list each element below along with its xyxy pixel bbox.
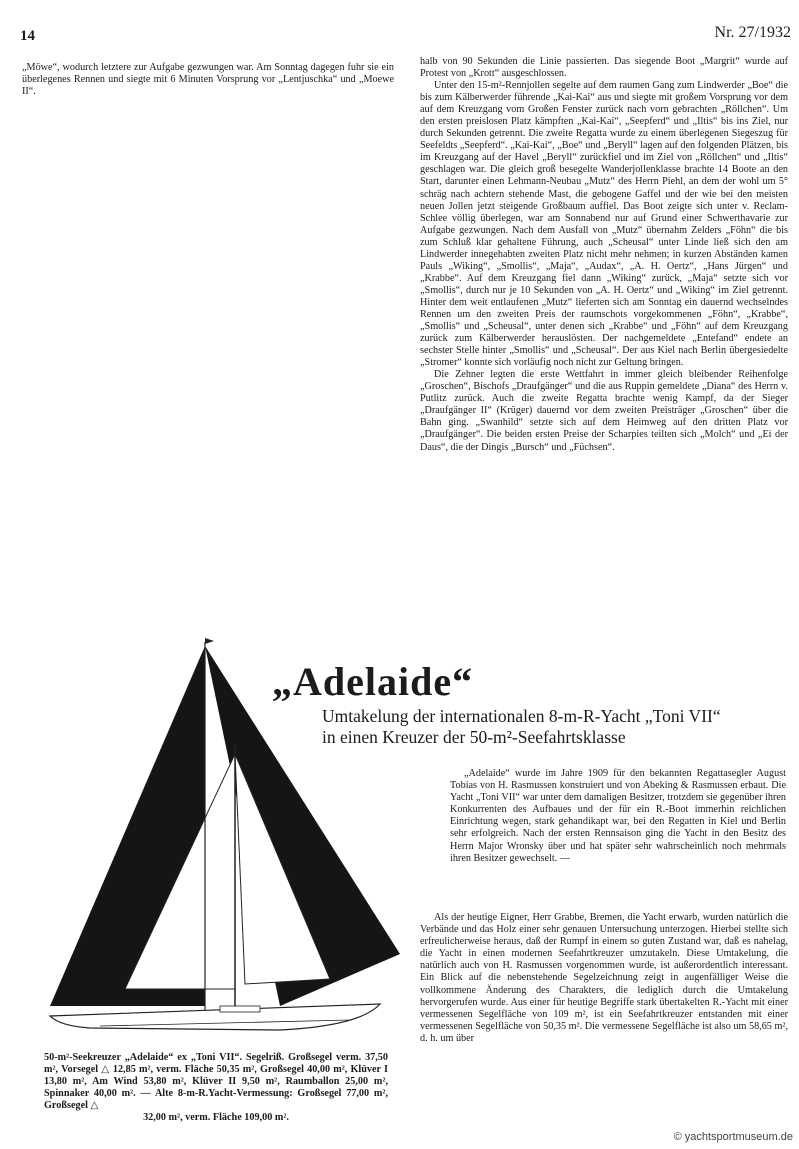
paragraph: Unter den 15-m²-Rennjollen segelte auf dem raumen Gang zum Lindwerder „Boe“ die bis zum Kälberwerder führende „Kai-Kai“ aus und siegte mit großem Vorsprung vor dem auf dem Kreuzgang vom Großen Fenster zurück nach vorn gebrachten „Röllchen“. Um den ersten preislosen Platz kämpften „Kai-Kai“, „Seepferd“ und „Iltis“ bis ins Ziel, nur durch Sekunden getrennt. Die zweite Regatta wurde zu einem überlegenen Siegeszug für Seefeldts „Seepferd“. „Kai-Kai“, „Boe“ und „Beryll“ lagen auf den folgenden Plätzen, bis im Kreuzgang auf der Havel „Beryll“ zurückfiel und im Ziel von „Röllchen“ und „Iltis“ geschlagen war. Die gleich groß besegelte Wanderjollenklasse brachte 14 Boote an den Start, darunter einen Lehmann-Neubau „Mutz“ des Herrn Piehl, an dem der wohl um 5° schräg nach achtern stehende Mast, die gebogene Gaffel und der wie bei den meisten neuen Jollen jetzt steigende Großbaum auffiel. Das Boot zeigte sich unter v. Reclam-Schlee völlig überlegen, war am Sonnabend nur auf Grund einer Schwerthavarie zur Aufgabe gezwungen. Nach dem Ausfall von „Mutz“ übernahm Zelders „Föhn“ die bis zum Schluß klar gehaltene Führung, auch „Scheusal“ unter Linde ließ sich den am Lindwerder innegehabten zweiten Platz nicht mehr nehmen; in kurzen Abständen kamen Pauls „Wiking“, „Smollis“, „Maja“, „Audax“, „A. H. Oertz“, „Hans Jürgen“ und „Krabbe“. Auf dem Kreuzgang fiel dann „Wiking“ zurück, „Maja“ setzte sich vor „Smollis“, durch nur je 10 Sekunden von „A. H. Oertz“ und „Wiking“ im Ziel getrennt. Hinter dem weit entlaufenen „Mutz“ lieferten sich am Sonntag ein dauernd wechselndes Rennen um den zweiten Preis der raumschots vorgekommenen „Föhn“, „Krabbe“, „Smollis“ und „Scheusal“, unter denen sich „Krabbe“ und „Föhn“ auf dem Kreuzgang zurück zum Kälberwerder herauslösten. Der nachgemeldete „Entefand“ endete an sechster Stelle hinter „Smollis“ und „Scheusal“. Der aus Kiel nach Berlin übergesiedelte „Stromer“ konnte sich vorläufig noch nicht zur Geltung bringen. (420, 80, 788, 369)
article-title: „Adelaide“ (272, 659, 474, 704)
paragraph: „Möwe“, wodurch letztere zur Aufgabe gezwungen war. Am Sonntag dagegen fuhr sie ein überlegenes Rennen und siegte mit 6 Minuten Vorsprung vor „Lentjuschka“ und „Moewe II“. (22, 62, 394, 98)
issue-number: Nr. 27/1932 (714, 24, 791, 41)
cabin-shape (220, 1006, 260, 1012)
watermark: © yachtsportmuseum.de (673, 1131, 793, 1143)
article-body-column (420, 912, 788, 1045)
hull-shape (50, 1004, 380, 1030)
paragraph: Die Zehner legten die erste Wettfahrt in immer gleich bleibender Reihenfolge „Groschen“, Bischofs „Draufgänger“ und die aus Ruppin gemeldete „Diana“ des Herrn v. Putlitz zurück. Auch die zweite Regatta brachte wenig Kampf, da der Sieger „Draufgänger II“ (Krüger) dauernd vor dem zweiten Preisträger „Groschen“ über die Bahn ging. „Swanhild“ setzte sich auf dem Heimweg auf den dritten Platz vor „Draufgänger“. Die beiden ersten Preise der Scharpies teilten sich „Molch“ und „Ei der Daus“, die der Dingis „Bursch“ und „Füchsen“. (420, 369, 788, 453)
paragraph: halb von 90 Sekunden die Linie passierten. Das siegende Boot „Margrit“ wurde auf Protest von „Krott“ ausgeschlossen. (420, 56, 788, 80)
paragraph: Als der heutige Eigner, Herr Grabbe, Bremen, die Yacht erwarb, wurden natürlich die Verbände und das Holz einer sehr genauen Untersuchung unterzogen. Hierbei stellte sich erfreulicherweise heraus, daß der Rumpf in einem so guten Zustand war, daß es nahelag, die Yacht in einen modernen Seefahrtkreuzer umzutakeln. Diese Umtakelung, die natürlich auch von H. Rasmussen vorgenommen wurde, ist außerordentlich interessant. Ein Blick auf die nebenstehende Segelzeichnung zeigt in augenfälliger Weise die vollkommene Änderung des Charakters, die lediglich durch die Umtakelung hervorgerufen wurde. Aus einer für heutige Begriffe stark übertakelten R.-Yacht mit einer vermessenen Segelfläche von 109 m², ist ein Seefahrtkreuzer entstanden mit einer vermessenen Segelfläche von 50,35 m². Die vermessene Segelfläche ist also um 58,65 m², d. h. um über (420, 912, 788, 1044)
subtitle-line: Umtakelung der internationalen 8-m-R-Yacht „Toni VII“ (322, 706, 721, 726)
subtitle-line: in einen Kreuzer der 50-m²-Seefahrtsklasse (322, 727, 626, 747)
figure-caption (44, 1052, 388, 1125)
right-text-column (420, 56, 788, 454)
article-subtitle (322, 706, 792, 748)
left-text-column (22, 62, 394, 98)
caption-text: 50-m²-Seekreuzer „Adelaide“ ex „Toni VII“. Segelriß. Großsegel verm. 37,50 m², Vorsegel △ 12,85 m², verm. Fläche 50,35 m², Großsegel 40,00 m², Klüver I 13,80 m², Am Wind 53,80 m², Klüver II 9,50 m², Raumballon 25,00 m², Spinnaker 40,00 m². — Alte 8-m-R.Yacht-Vermessung: Großsegel 77,00 m², Großsegel △ (44, 1052, 388, 1112)
mast-pennant (205, 638, 214, 644)
article-intro-column (450, 768, 786, 865)
caption-last-line: 32,00 m², verm. Fläche 109,00 m². (143, 1112, 289, 1124)
paragraph: „Adelaide“ wurde im Jahre 1909 für den bekannten Regattasegler August Tobias von H. Rasmussen konstruiert und von Abeking & Rasmussen erbaut. Die Yacht „Toni VII“ war unter dem damaligen Besitzer, trotzdem sie gegenüber ihren Konkurrenten des Aufbaues und der für ein R.-Boot immerhin reichlichen Einrichtung wegen, stark gehandikapt war, bei den Regatten in Kiel und Berlin sehr erfolgreich. Nach der ersten Rennsaison ging die Yacht in den Besitz des Herrn Major Wronsky über und hat später sehr wahrscheinlich noch mehrmals ihren Besitzer gewechselt. — (450, 768, 786, 864)
page-number: 14 (20, 28, 35, 44)
